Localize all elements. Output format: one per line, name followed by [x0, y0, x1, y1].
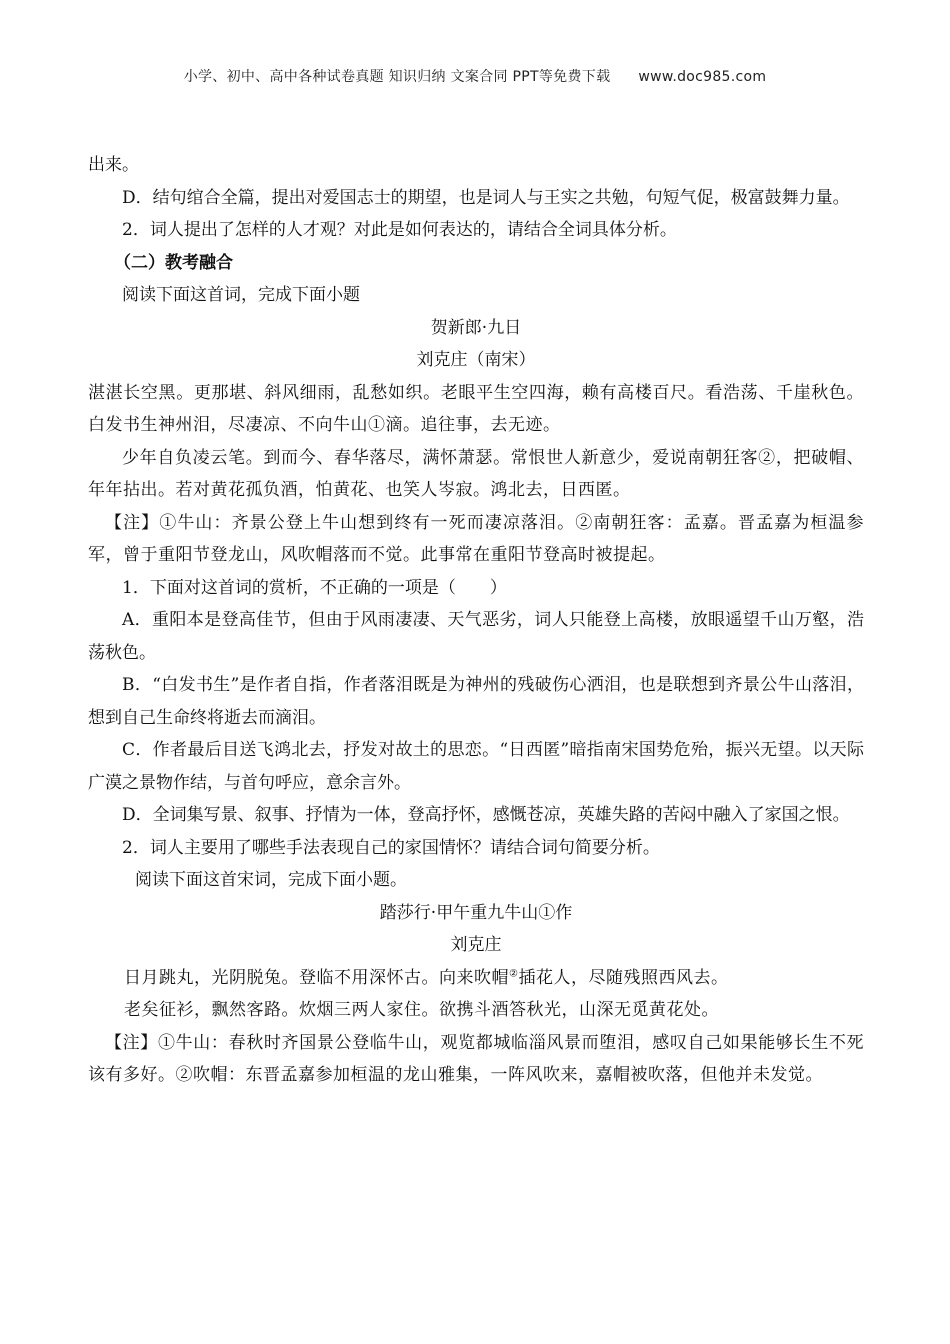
- poem1-stanza2: 少年自负凌云笔。到而今、春华落尽，满怀萧瑟。常恨世人新意少，爱说南朝狂客②，把破帽、年年拈出。若对黄花孤负酒，怕黄花、也笑人岑寂。鸿北去，日西匿。: [88, 447, 864, 500]
- poem1-author: 刘克庄（南宋）: [416, 350, 536, 370]
- poem1-stanza1: 湛湛长空黑。更那堪、斜风细雨，乱愁如织。老眼平生空四海，赖有高楼百尺。看浩荡、千崖秋色。白发书生神州泪，尽凄凉、不向牛山①滴。追往事，去无迹。: [88, 382, 864, 435]
- option-a: A．重阳本是登高佳节，但由于风雨凄凄、天气恶劣，词人只能登上高楼，放眼遥望千山万壑，浩荡秋色。: [88, 610, 864, 663]
- document-body: [88, 149, 864, 1092]
- reading-instruction: 阅读下面这首词，完成下面小题: [122, 285, 360, 305]
- poem2-title: 踏莎行·甲午重九牛山①作: [379, 902, 573, 923]
- header-site-link[interactable]: www.doc985.com: [638, 69, 767, 85]
- option-d-previous: D．结句绾合全篇，提出对爱国志士的期望，也是词人与王实之共勉，句短气促，极富鼓舞力量。: [122, 187, 850, 208]
- option-b: B．“白发书生”是作者自指，作者落泪既是为神州的残破伤心洒泪，也是联想到齐景公牛山落泪，想到自己生命终将逝去而滴泪。: [88, 675, 864, 728]
- poem1-note: 【注】①牛山：齐景公登上牛山想到终有一死而凄凉落泪。②南朝狂客：孟嘉。晋孟嘉为桓温参军，曾于重阳节登龙山，风吹帽落而不觉。此事常在重阳节登高时被提起。: [88, 512, 864, 565]
- continuation-text: 出来。: [88, 155, 139, 175]
- poem2-line1: [88, 962, 864, 995]
- question-2: 2．词人主要用了哪些手法表现自己的家国情怀？请结合词句简要分析。: [122, 837, 660, 858]
- section-heading: （二）教考融合: [114, 252, 233, 273]
- header-text: 小学、初中、高中各种试卷真题 知识归纳 文案合同 PPT等免费下载: [183, 69, 611, 85]
- option-d: D．全词集写景、叙事、抒情为一体，登高抒怀，感慨苍凉，英雄失路的苦闷中融入了家国之恨。: [122, 805, 850, 825]
- poem2-line1-part1: 日月跳丸，光阴脱兔。登临不用深怀古。向来吹帽: [124, 967, 509, 988]
- poem2-footnote-marker: ②: [509, 967, 519, 979]
- question-2-previous: 2．词人提出了怎样的人才观？对此是如何表达的，请结合全词具体分析。: [122, 220, 677, 240]
- poem2-author: 刘克庄: [450, 935, 502, 955]
- option-c: C．作者最后目送飞鸿北去，抒发对故土的思恋。“日西匿”暗指南宋国势危殆，振兴无望。以天际广漠之景物作结，与首句呼应，意余言外。: [88, 740, 864, 793]
- page-header: [0, 66, 950, 86]
- poem2-line2: 老矣征衫，飘然客路。炊烟三两人家住。欲携斗酒答秋光，山深无觅黄花处。: [124, 1000, 719, 1020]
- poem1-title: 贺新郎·九日: [430, 317, 522, 338]
- question-1: 1．下面对这首词的赏析，不正确的一项是（ ）: [122, 577, 507, 598]
- reading-instruction-2: 阅读下面这首宋词，完成下面小题。: [135, 870, 407, 890]
- poem2-line1-part2: 插花人，尽随残照西风去。: [518, 967, 729, 988]
- poem2-note: 【注】①牛山：春秋时齐国景公登临牛山，观览都城临淄风景而堕泪，感叹自己如果能够长生不死该有多好。②吹帽：东晋孟嘉参加桓温的龙山雅集，一阵风吹来，嘉帽被吹落，但他并未发觉。: [88, 1032, 864, 1085]
